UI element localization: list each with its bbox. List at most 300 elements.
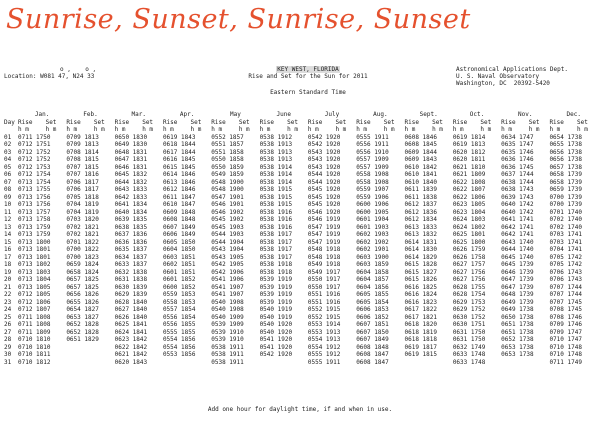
set-header: Set [480, 118, 492, 126]
day-number: 26 [4, 321, 12, 328]
rise-set-cell: 0550 1917 [307, 283, 341, 291]
set-header: Set [238, 118, 250, 126]
rise-set-cell: 0553 1913 [307, 328, 341, 336]
rise-set-cell: 0709 1813 [66, 133, 99, 141]
day-number: 13 [4, 223, 12, 231]
rise-set-cell: 0712 1753 [18, 163, 51, 171]
rise-set-cell: 0606 1853 [356, 306, 389, 313]
month-header: Nov. [518, 111, 533, 118]
rise-set-cell: 0540 1909 [211, 313, 244, 321]
rise-set-cell: 0636 1746 [501, 156, 534, 163]
rise-set-cell: 0609 1848 [162, 208, 196, 216]
rise-set-cell: 0540 1908 [211, 298, 244, 306]
table-row [4, 194, 598, 202]
rise-set-cell: 0646 1831 [114, 163, 148, 171]
month-header-row [4, 111, 598, 119]
rise-set-cell: 0544 1903 [211, 231, 244, 238]
rise-set-cell: 0640 1742 [501, 201, 534, 208]
rise-set-cell: 0607 1849 [162, 223, 196, 231]
rise-set-cell: 0552 1915 [307, 313, 341, 321]
rise-set-cell: 0655 1826 [66, 298, 99, 306]
rise-set-cell: 0539 1919 [259, 276, 293, 283]
rise-set-cell: 0616 1824 [404, 291, 438, 298]
table-row [4, 164, 598, 172]
rise-set-cell: 0612 1837 [404, 201, 438, 208]
table-row [4, 321, 598, 329]
rise-set-cell: 0547 1919 [307, 223, 341, 231]
rise-set-cell: 0614 1831 [404, 238, 438, 246]
rise-set-cell: 0627 1757 [452, 261, 486, 268]
rise-set-cell: 0540 1920 [259, 328, 293, 336]
rise-header: Rise [162, 118, 178, 126]
hm-header: h m [404, 126, 416, 133]
rise-set-cell: 0640 1834 [114, 208, 148, 216]
rise-set-cell: 0709 1747 [549, 328, 582, 336]
rise-set-cell: 0700 1739 [549, 201, 582, 208]
hm-header: h m [577, 126, 588, 133]
rise-set-cell: 0627 1756 [452, 276, 486, 283]
rise-header: Rise [66, 118, 81, 126]
rise-set-cell: 0543 1920 [307, 156, 341, 163]
day-number: 06 [4, 171, 12, 178]
rise-set-cell: 0612 1834 [404, 216, 438, 223]
rise-set-cell: 0606 1849 [162, 231, 196, 238]
rise-set-cell: 0612 1836 [404, 208, 438, 216]
rise-set-cell: 0538 1918 [259, 261, 293, 268]
rise-set-cell: 0601 1851 [162, 268, 196, 276]
day-spacer [4, 111, 18, 119]
rise-set-cell: 0545 1920 [307, 201, 341, 208]
rise-set-cell: 0619 1813 [452, 141, 486, 148]
rise-set-cell: 0613 1832 [404, 231, 438, 238]
rise-set-cell: 0600 1905 [356, 208, 389, 216]
rise-set-cell: 0642 1833 [114, 193, 148, 201]
rise-set-cell: 0630 1839 [114, 283, 148, 291]
rise-set-cell: 0540 1920 [259, 321, 293, 328]
rise-set-cell: 0711 1808 [18, 313, 51, 321]
rise-set-cell: 0642 1741 [501, 223, 534, 231]
rise-set-cell: 0608 1846 [404, 133, 438, 141]
rise-set-cell: 0645 1739 [501, 261, 534, 268]
rise-set-cell: 0547 1919 [307, 238, 341, 246]
month-header: Sept. [419, 111, 438, 118]
rise-set-cell: 0618 1818 [404, 336, 438, 343]
day-number: 22 [4, 291, 12, 298]
rise-set-cell: 0652 1738 [501, 336, 534, 343]
rise-set-cell: 0703 1741 [549, 238, 582, 246]
rise-set-cell: 0554 1856 [162, 343, 196, 351]
month-header: Apr. [179, 111, 195, 118]
hm-header: h m [66, 126, 78, 133]
table-row [4, 141, 598, 149]
rise-set-cell: 0541 1907 [211, 291, 244, 298]
rise-set-cell: 0626 1758 [452, 253, 486, 261]
rise-set-cell: 0712 1806 [18, 298, 51, 306]
rise-set-cell: 0549 1917 [307, 268, 341, 276]
rise-set-cell: 0713 1801 [18, 253, 51, 261]
rise-set-cell: 0541 1920 [259, 336, 293, 343]
rise-set-cell: 0545 1920 [307, 193, 341, 201]
rise-set-cell: 0609 1843 [404, 156, 438, 163]
rise-set-cell: 0556 1855 [162, 321, 196, 328]
rise-set-cell: 0659 1739 [549, 186, 582, 193]
rise-set-cell: 0707 1816 [66, 171, 99, 178]
rise-set-cell: 0652 1828 [66, 321, 99, 328]
rise-set-cell: 0637 1836 [114, 231, 148, 238]
rise-set-cell: 0626 1759 [452, 246, 486, 253]
rise-set-cell: 0711 1750 [18, 133, 51, 141]
rise-set-cell: 0607 1850 [356, 328, 389, 336]
rise-set-cell: 0602 1851 [162, 261, 196, 268]
table-row [4, 314, 598, 322]
place-highlight: KEY WEST, FLORIDA [277, 66, 339, 73]
rise-set-cell: 0538 1915 [259, 186, 293, 193]
day-number: 16 [4, 246, 12, 253]
day-number: 23 [4, 298, 12, 306]
rise-set-cell: 0708 1815 [66, 156, 99, 163]
rise-set-cell: 0658 1739 [549, 178, 582, 186]
day-number: 27 [4, 328, 12, 336]
rise-set-cell: 0655 1738 [549, 141, 582, 148]
rise-set-cell: 0620 1811 [452, 156, 486, 163]
rise-set-cell: 0705 1742 [549, 261, 582, 268]
hm-header: h m [480, 126, 492, 133]
rise-set-cell: 0601 1852 [162, 276, 196, 283]
table-row [4, 336, 598, 344]
rise-set-cell: 0553 1856 [162, 351, 196, 358]
rise-set-cell: 0546 1919 [307, 216, 341, 223]
rise-set-cell: 0644 1832 [114, 178, 148, 186]
rise-set-cell: 0607 1849 [356, 336, 389, 343]
rise-set-cell: 0631 1750 [452, 328, 486, 336]
rise-set-cell: 0549 1859 [211, 171, 244, 178]
rise-set-cell: 0710 1748 [549, 351, 582, 358]
rise-set-cell: 0542 1920 [307, 133, 341, 141]
rise-set-cell: 0601 1903 [356, 223, 389, 231]
rise-set-cell: 0705 1742 [549, 253, 582, 261]
rise-set-cell: 0558 1908 [356, 178, 389, 186]
rise-set-cell: 0638 1835 [114, 223, 148, 231]
rise-set-cell: 0558 1908 [356, 171, 389, 178]
table-row [4, 351, 598, 359]
rise-set-cell: 0713 1805 [18, 283, 51, 291]
rise-set-cell: 0622 1807 [452, 186, 486, 193]
rise-set-cell: 0623 1842 [114, 336, 148, 343]
rise-set-cell: 0607 1851 [356, 321, 389, 328]
rise-set-cell: 0700 1823 [66, 253, 99, 261]
rise-set-cell: 0700 1822 [66, 246, 99, 253]
table-title: Rise and Set for the Sun for 2011 [248, 73, 368, 80]
table-row [4, 276, 598, 284]
rise-set-cell: 0713 1800 [18, 238, 51, 246]
rise-set-cell: 0627 1840 [114, 306, 148, 313]
rise-set-cell: 0616 1845 [162, 156, 196, 163]
rise-set-cell: 0551 1857 [211, 141, 244, 148]
rise-set-cell: 0710 1810 [18, 343, 51, 351]
hm-header: h m [356, 126, 368, 133]
rise-set-cell: 0710 1810 [18, 336, 51, 343]
rise-set-cell: 0545 1920 [307, 186, 341, 193]
rise-set-cell: 0605 1854 [356, 298, 389, 306]
rise-set-cell: 0708 1746 [549, 313, 582, 321]
rise-set-cell: 0615 1827 [404, 268, 438, 276]
rise-set-cell: 0617 1822 [404, 306, 438, 313]
rise-set-cell: 0603 1859 [356, 261, 389, 268]
table-row [4, 329, 598, 337]
rise-set-cell: 0552 1915 [307, 306, 341, 313]
rise-set-cell: 0619 1817 [404, 343, 438, 351]
rise-set-cell: 0652 1828 [66, 328, 99, 336]
day-number: 09 [4, 193, 12, 201]
rise-set-cell: 0538 1913 [259, 141, 293, 148]
rise-set-cell: 0538 1917 [259, 246, 293, 253]
rise-set-cell: 0633 1837 [114, 261, 148, 268]
rise-set-cell: 0538 1915 [259, 193, 293, 201]
rise-set-cell: 0539 1919 [259, 291, 293, 298]
rise-set-cell: 0703 1820 [66, 216, 99, 223]
rise-set-cell: 0630 1751 [452, 321, 486, 328]
rise-set-cell: 0614 1846 [162, 171, 196, 178]
rise-set-cell: 0623 1805 [452, 201, 486, 208]
rise-set-cell: 0634 1837 [114, 253, 148, 261]
rise-set-cell: 0657 1825 [66, 283, 99, 291]
rise-set-cell: 0610 1847 [162, 201, 196, 208]
rise-set-cell: 0636 1745 [501, 163, 534, 171]
table-row [4, 261, 598, 269]
rise-set-cell: 0539 1910 [211, 328, 244, 336]
rise-set-cell: 0632 1838 [114, 268, 148, 276]
hm-header: h m [211, 126, 223, 133]
day-number: 05 [4, 163, 12, 171]
rise-set-cell: 0658 1739 [549, 171, 582, 178]
set-header: Set [335, 118, 347, 126]
rise-set-cell: 0641 1741 [501, 216, 534, 223]
rise-set-cell: 0608 1845 [404, 141, 438, 148]
rise-set-cell: 0647 1831 [114, 156, 148, 163]
rise-set-cell: 0546 1901 [211, 201, 244, 208]
rise-set-cell: 0711 1808 [18, 321, 51, 328]
rise-set-cell: 0706 1817 [66, 186, 99, 193]
set-header: Set [528, 118, 540, 126]
rise-set-cell: 0538 1914 [259, 178, 293, 186]
set-header: Set [93, 118, 105, 126]
rise-set-cell: 0554 1913 [307, 336, 341, 343]
rise-set-cell: 0544 1904 [211, 238, 244, 246]
rise-set-cell: 0603 1851 [162, 253, 196, 261]
rise-set-cell: 0612 1846 [162, 186, 196, 193]
rise-set-cell: 0649 1738 [501, 306, 534, 313]
rise-set-cell: 0538 1918 [259, 268, 293, 276]
rise-set-cell: 0713 1756 [18, 201, 51, 208]
table-row [4, 239, 598, 247]
rise-set-cell: 0557 1909 [356, 163, 389, 171]
rise-set-cell: 0545 1903 [211, 223, 244, 231]
rise-set-cell: 0539 1910 [211, 336, 244, 343]
hm-header: h m [501, 126, 512, 133]
rise-set-cell: 0620 1812 [452, 148, 486, 156]
day-number: 21 [4, 283, 12, 291]
rise-set-cell: 0540 1919 [259, 313, 293, 321]
rise-set-cell: 0604 1858 [356, 268, 389, 276]
rise-set-cell: 0619 1815 [404, 351, 438, 358]
rise-set-cell: 0611 1839 [404, 186, 438, 193]
rise-set-cell: 0712 1754 [18, 171, 51, 178]
rise-set-cell: 0539 1919 [259, 283, 293, 291]
rise-set-cell: 0622 1808 [452, 178, 486, 186]
month-header: Oct. [469, 111, 485, 118]
table-row [4, 306, 598, 314]
rise-set-cell: 0710 1812 [18, 358, 51, 366]
rise-set-cell: 0608 1848 [356, 343, 389, 351]
table-row [4, 231, 598, 239]
rise-set-cell: 0539 1919 [259, 298, 293, 306]
rise-set-cell: 0648 1739 [501, 291, 534, 298]
hm-header: h m [259, 126, 271, 133]
rise-set-cell: 0539 1909 [211, 321, 244, 328]
rise-set-cell: 0709 1813 [66, 141, 99, 148]
rise-set-cell: 0712 1807 [18, 306, 51, 313]
rise-set-cell: 0538 1917 [259, 253, 293, 261]
day-number: 12 [4, 216, 12, 223]
rise-set-cell: 0701 1740 [549, 208, 582, 216]
rise-set-cell: 0640 1742 [501, 208, 534, 216]
rise-set-cell: 0608 1848 [162, 216, 196, 223]
rise-set-cell: 0548 1900 [211, 178, 244, 186]
rise-set-cell: 0628 1754 [452, 291, 486, 298]
rise-set-cell: 0644 1740 [501, 246, 534, 253]
rise-set-cell: 0656 1738 [549, 148, 582, 156]
rise-set-cell: 0648 1831 [114, 148, 148, 156]
hm-header: h m [287, 126, 298, 133]
rise-set-cell: 0605 1855 [356, 291, 389, 298]
rise-set-cell: 0542 1906 [211, 268, 244, 276]
hm-header-row [4, 126, 598, 134]
rise-set-cell: 0624 1841 [114, 328, 148, 336]
rise-set-cell: 0620 1843 [114, 358, 148, 366]
rise-set-cell: 0647 1739 [501, 276, 534, 283]
rise-set-cell: 0553 1914 [307, 321, 341, 328]
rise-set-cell: 0550 1917 [307, 276, 341, 283]
rise-set-cell: 0555 1911 [307, 358, 341, 366]
rise-set-cell: 0551 1916 [307, 298, 341, 306]
rise-set-cell: 0613 1846 [162, 178, 196, 186]
rise-set-cell: 0556 1854 [162, 313, 196, 321]
hm-header: h m [93, 126, 105, 133]
rise-set-cell: 0636 1836 [114, 238, 148, 246]
rise-set-cell: 0543 1904 [211, 246, 244, 253]
rise-set-cell: 0643 1740 [501, 238, 534, 246]
day-number: 02 [4, 141, 12, 148]
table-row [4, 134, 598, 142]
rise-set-cell: 0657 1738 [549, 163, 582, 171]
hm-header: h m [452, 126, 464, 133]
rise-set-cell: 0618 1844 [162, 141, 196, 148]
month-header: Jan. [34, 111, 50, 118]
rise-set-cell: 0557 1909 [356, 156, 389, 163]
rise-set-cell: 0624 1802 [452, 223, 486, 231]
rise-set-cell: 0551 1858 [211, 148, 244, 156]
rise-set-cell: 0628 1755 [452, 283, 486, 291]
table-row [4, 179, 598, 187]
rise-set-cell: 0707 1745 [549, 298, 582, 306]
rise-set-cell: 0538 1912 [259, 133, 293, 141]
rise-set-cell: 0711 1809 [18, 328, 51, 336]
rise-set-cell: 0635 1837 [114, 246, 148, 253]
rise-set-cell: 0622 1806 [452, 193, 486, 201]
rise-set-cell: 0538 1914 [259, 171, 293, 178]
hm-header: h m [162, 126, 174, 133]
rise-set-cell: 0615 1828 [404, 261, 438, 268]
rise-set-cell: 0552 1857 [211, 133, 244, 141]
day-number: 07 [4, 178, 12, 186]
day-number: 28 [4, 336, 12, 343]
table-row [4, 171, 598, 179]
rise-set-cell: 0650 1738 [501, 313, 534, 321]
rise-set-cell: 0702 1740 [549, 223, 582, 231]
rise-set-cell: 0611 1838 [404, 193, 438, 201]
rise-set-cell: 0544 1920 [307, 171, 341, 178]
rise-set-cell: 0618 1819 [404, 328, 438, 336]
rise-set-cell: 0546 1920 [307, 208, 341, 216]
rise-set-cell: 0651 1738 [501, 328, 534, 336]
table-row [4, 201, 598, 209]
table-row [4, 284, 598, 292]
rise-set-cell: 0654 1738 [549, 133, 582, 141]
rise-set-cell: 0629 1753 [452, 298, 486, 306]
day-number: 24 [4, 306, 12, 313]
rise-set-cell: 0608 1847 [356, 358, 389, 366]
rise-set-cell: 0629 1752 [452, 306, 486, 313]
rise-set-cell: 0638 1744 [501, 178, 534, 186]
month-header: July [324, 111, 340, 118]
rise-header: Rise [452, 118, 468, 126]
rise-set-cell: 0707 1744 [549, 283, 582, 291]
rise-set-cell: 0704 1741 [549, 246, 582, 253]
table-row [4, 224, 598, 232]
rise-set-cell: 0626 1840 [114, 313, 148, 321]
rise-set-cell: 0604 1856 [356, 283, 389, 291]
rise-set-cell: 0542 1920 [259, 351, 293, 358]
day-number: 31 [4, 358, 12, 366]
rise-set-cell: 0635 1747 [501, 141, 534, 148]
rise-set-cell: 0632 1749 [452, 343, 486, 351]
place-name [258, 66, 358, 73]
rise-set-cell: 0555 1911 [356, 133, 389, 141]
day-number: 03 [4, 148, 12, 156]
rise-set-cell: 0538 1911 [211, 343, 244, 351]
rise-set-cell: 0550 1859 [211, 163, 244, 171]
rise-set-cell: 0712 1752 [18, 148, 51, 156]
rise-set-cell: 0538 1916 [259, 223, 293, 231]
rise-set-cell: 0614 1830 [404, 246, 438, 253]
day-number: 01 [4, 133, 12, 141]
rise-set-cell: 0603 1900 [356, 253, 389, 261]
day-number: 11 [4, 208, 12, 216]
rise-set-cell: 0631 1750 [452, 336, 486, 343]
rise-set-cell: 0630 1752 [452, 313, 486, 321]
rise-set-cell: 0709 1746 [549, 321, 582, 328]
rise-set-cell: 0706 1817 [66, 178, 99, 186]
banner-title: Sunrise, Sunset, Sunrise, Sunset [6, 4, 471, 35]
rise-set-cell: 0556 1910 [356, 148, 389, 156]
agency-line-3: Washington, DC 20392-5420 [456, 80, 550, 87]
rise-set-cell: 0546 1902 [211, 208, 244, 216]
rise-set-cell: 0627 1756 [452, 268, 486, 276]
agency-line-2: U. S. Naval Observatory [456, 73, 540, 80]
rise-set-cell: 0554 1856 [162, 336, 196, 343]
rise-set-cell: 0550 1858 [211, 156, 244, 163]
table-row [4, 359, 598, 367]
